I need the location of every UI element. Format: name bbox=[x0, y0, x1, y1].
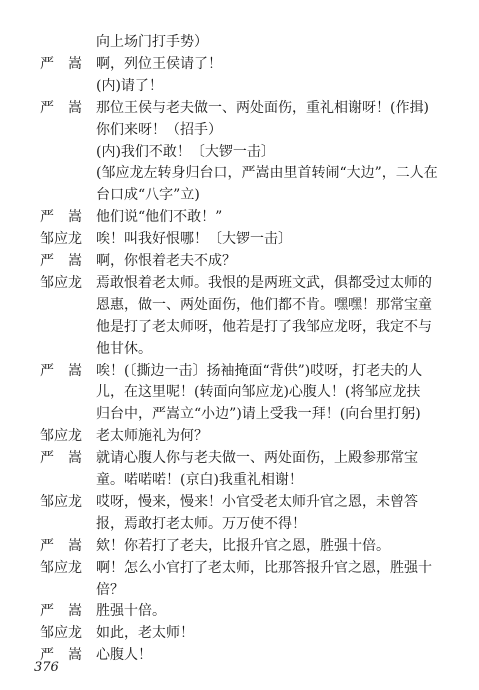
script-line: 唉！(〔撕边一击〕扬袖掩面“背供”)哎呀，打老夫的人 bbox=[96, 362, 423, 379]
script-line: 啊！怎么小官打了老太师，比那答报升官之恩，胜强十 bbox=[96, 559, 432, 576]
speaker-name: 严 嵩 bbox=[40, 209, 82, 226]
script-line: 恩惠，做一、两处面伤，他们都不肯。嘿嘿！那常宝童 bbox=[96, 296, 432, 313]
script-line: (邹应龙左转身归台口，严嵩由里首转闹“大边”，二人在 bbox=[96, 165, 438, 182]
script-line: 你们来呀！（招手） bbox=[96, 121, 222, 138]
speaker-name: 邹应龙 bbox=[40, 274, 82, 291]
script-line: 他是打了老太师呀，他若是打了我邹应龙呀，我定不与 bbox=[96, 318, 432, 335]
script-line: 焉敢恨着老太师。我恨的是两班文武，俱都受过太师的 bbox=[96, 274, 432, 291]
script-line: 老太师施礼为何？ bbox=[96, 428, 208, 445]
script-line: 台口成“八字”立) bbox=[96, 187, 200, 204]
script-line: 啊，你恨着老夫不成？ bbox=[96, 253, 236, 269]
script-line: 他们说“他们不敢！” bbox=[96, 209, 223, 226]
script-line: (内)请了！ bbox=[96, 77, 163, 94]
script-line: (内)我们不敢！〔大锣一击〕 bbox=[96, 143, 275, 160]
script-line: 哎呀，慢来，慢来！小官受老太师升官之恩，未曾答 bbox=[96, 493, 418, 510]
script-line: 他甘休。 bbox=[96, 340, 152, 357]
speaker-name: 严 嵩 bbox=[40, 99, 82, 116]
speaker-name: 邹应龙 bbox=[40, 231, 82, 248]
script-line: 报，焉敢打老太师。万万使不得！ bbox=[96, 515, 306, 532]
speaker-name: 邹应龙 bbox=[40, 493, 82, 510]
speaker-name: 严 嵩 bbox=[40, 55, 82, 72]
script-line: 唉！叫我好恨哪！〔大锣一击〕 bbox=[96, 231, 292, 248]
speaker-name: 严 嵩 bbox=[40, 450, 82, 467]
page-number: 376 bbox=[34, 660, 59, 675]
script-line: 那位王侯与老夫做一、两处面伤，重礼相谢呀！(作揖) bbox=[96, 99, 429, 116]
script-line: 胜强十倍。 bbox=[96, 603, 166, 620]
speaker-name: 邹应龙 bbox=[40, 428, 82, 445]
script-line: 就请心腹人你与老夫做一、两处面伤，上殿参那常宝 bbox=[96, 450, 418, 467]
script-line: 归台中，严嵩立“小边”)请上受我一拜！(向台里打躬) bbox=[96, 406, 421, 423]
script-line: 儿，在这里呢！(转面向邹应龙)心腹人！(将邹应龙扶 bbox=[96, 384, 421, 401]
script-line: 童。喏喏喏！(京白)我重礼相谢！ bbox=[96, 472, 303, 488]
script-line: 如此，老太师！ bbox=[96, 625, 194, 642]
speaker-name: 严 嵩 bbox=[40, 537, 82, 554]
speaker-name: 严 嵩 bbox=[40, 362, 82, 379]
script-line: 心腹人！ bbox=[96, 647, 152, 664]
speaker-name: 严 嵩 bbox=[40, 253, 82, 269]
script-line: 倍？ bbox=[96, 581, 124, 598]
script-line: 啊，列位王侯请了！ bbox=[96, 55, 222, 72]
speaker-name: 严 嵩 bbox=[40, 603, 82, 620]
script-line: 向上场门打手势） bbox=[96, 34, 208, 50]
speaker-name: 邹应龙 bbox=[40, 559, 82, 576]
speaker-name: 严 嵩 bbox=[40, 647, 82, 664]
speaker-name: 邹应龙 bbox=[40, 625, 82, 642]
script-line: 欸！你若打了老夫，比报升官之恩，胜强十倍。 bbox=[96, 537, 390, 554]
